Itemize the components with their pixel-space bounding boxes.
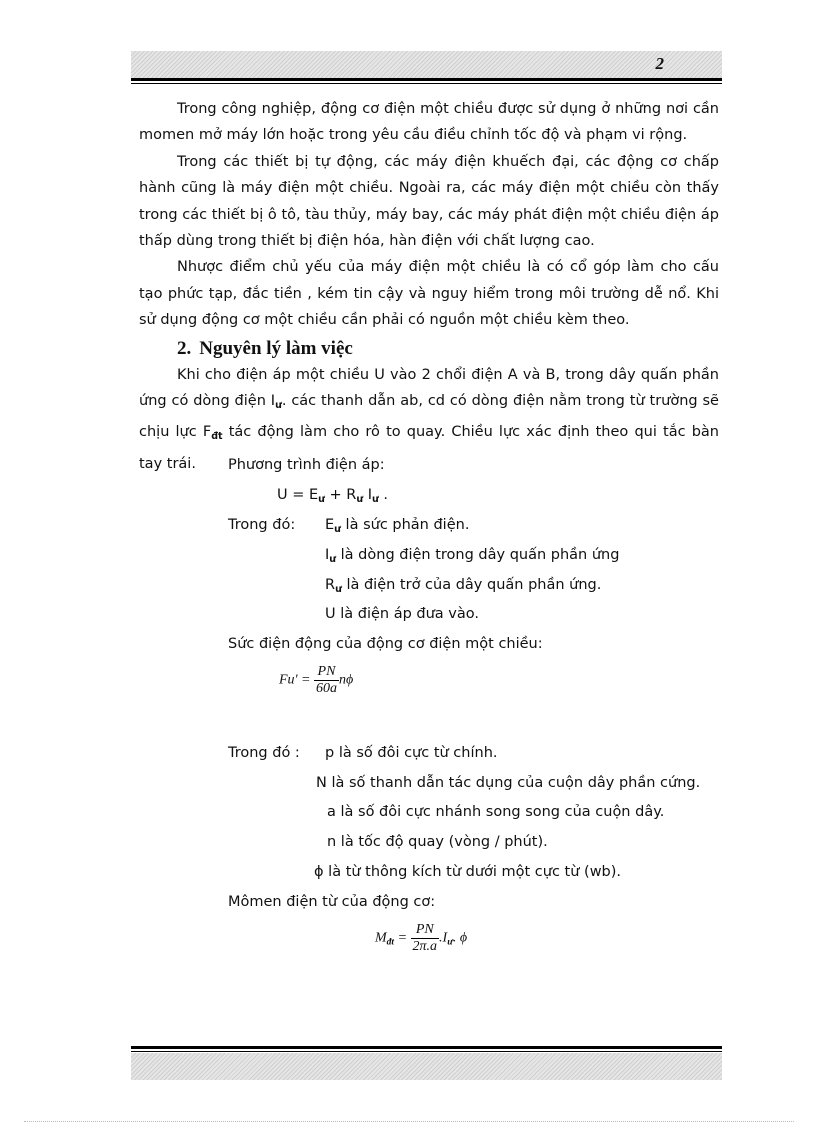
emf-label: Sức điện động của động cơ điện một chiều: — [228, 636, 543, 652]
subscript: ư — [447, 937, 453, 948]
formula-eq: = — [394, 930, 408, 946]
emf-item: N là số thanh dẫn tác dụng của cuộn dây phần cứng. — [316, 775, 701, 791]
fraction — [411, 922, 440, 955]
principle-text: . các thanh dẫn ab, cd có dòng điện nằm trong từ trường sẽ chịu lực F — [139, 393, 719, 441]
subscript: đt — [386, 937, 395, 948]
body-text — [139, 96, 719, 477]
numerator: PN — [314, 664, 339, 681]
header-band — [131, 51, 722, 78]
formula-tail: . ϕ — [452, 930, 468, 946]
eq-part: . — [378, 487, 389, 503]
voltage-label: Phương trình điện áp: — [228, 457, 385, 473]
where-label: Trong đó: — [228, 517, 296, 533]
symbol: I — [325, 547, 330, 563]
header-rule-thin — [131, 83, 722, 84]
subscript: ư — [372, 494, 379, 505]
eq-part: U = E — [277, 487, 319, 503]
paragraph: Trong các thiết bị tự động, các máy điện khuếch đại, các động cơ chấp hành cũng là máy điện một chiều. Ngoài ra, các máy điện một chiều còn thấy trong các thiết bị ô tô, tàu thủy, máy bay, các máy phát điện một chiều điện áp thấp dùng trong thiết bị điện hóa, hàn điện với chất lượng cao. — [139, 153, 719, 250]
footer-band — [131, 1053, 722, 1080]
page-number: 2 — [655, 54, 664, 73]
definition: là điện trở của dây quấn phần ứng. — [341, 577, 602, 593]
subscript: ư — [318, 494, 325, 505]
subscript: ư — [334, 524, 341, 535]
emf-item: p là số đôi cực từ chính. — [325, 745, 498, 761]
section-heading — [139, 336, 719, 362]
emf-item: ϕ là từ thông kích từ dưới một cực từ (wb). — [314, 864, 622, 880]
subscript: đt — [211, 431, 223, 443]
paragraph: Nhược điểm chủ yếu của máy điện một chiều là có cổ góp làm cho cấu tạo phức tạp, đắc tiền , kém tin cậy và nguy hiểm trong môi trường dễ nổ. Khi sử dụng động cơ một chiều cần phải có nguồn một chiều kèm theo. — [139, 259, 719, 329]
subscript: ư — [329, 554, 337, 565]
emf-where-label: Trong đó : — [228, 745, 300, 761]
page-edge — [24, 1121, 794, 1122]
denominator: 2π.a — [412, 939, 438, 954]
def-R — [325, 577, 601, 595]
eq-part: + R — [324, 487, 357, 503]
principle-text: Khi cho điện áp một chiều U vào 2 chổi điện A và B, trong dây quấn phần ứng có dòng điện I — [139, 366, 719, 410]
header-rule — [131, 78, 722, 81]
subscript: ư — [335, 584, 342, 595]
symbol: E — [325, 517, 335, 533]
formula-tail: .I — [439, 930, 448, 946]
section-number: 2. — [177, 337, 192, 359]
definition: là sức phản điện. — [340, 517, 470, 533]
eq-part: I — [363, 487, 373, 503]
principle-text: tác động làm cho rô to quay. Chiều lực xác định theo qui tắc bàn tay trái. — [139, 424, 719, 472]
subscript: ư — [275, 400, 282, 412]
symbol: R — [325, 577, 336, 593]
denominator: 60a — [316, 681, 337, 696]
fraction — [314, 664, 339, 697]
torque-label: Mômen điện từ của động cơ: — [228, 894, 436, 910]
emf-item: n là tốc độ quay (vòng / phút). — [327, 834, 548, 850]
footer-rule — [131, 1046, 722, 1049]
def-U: U là điện áp đưa vào. — [325, 606, 479, 622]
voltage-equation — [277, 487, 388, 505]
formula-tail: nϕ — [339, 672, 354, 688]
formula-symbol: M — [375, 930, 387, 946]
principle-paragraph — [139, 362, 719, 478]
formula-lhs: Fu' = — [279, 672, 311, 688]
section-title: Nguyên lý làm việc — [199, 337, 353, 359]
paragraph: Trong công nghiệp, động cơ điện một chiều được sử dụng ở những nơi cần momen mở máy lớn hoặc trong yêu cầu điều chỉnh tốc độ và phạm vi rộng. — [139, 101, 719, 144]
footer-rule-thin — [131, 1051, 722, 1052]
numerator: PN — [411, 922, 440, 939]
definition: là dòng điện trong dây quấn phần ứng — [336, 547, 620, 563]
emf-item: a là số đôi cực nhánh song song của cuộn dây. — [327, 804, 665, 820]
subscript: ư — [356, 494, 364, 505]
torque-formula — [375, 922, 467, 955]
emf-formula — [279, 664, 353, 697]
def-I — [325, 547, 619, 565]
def-E — [325, 517, 469, 535]
